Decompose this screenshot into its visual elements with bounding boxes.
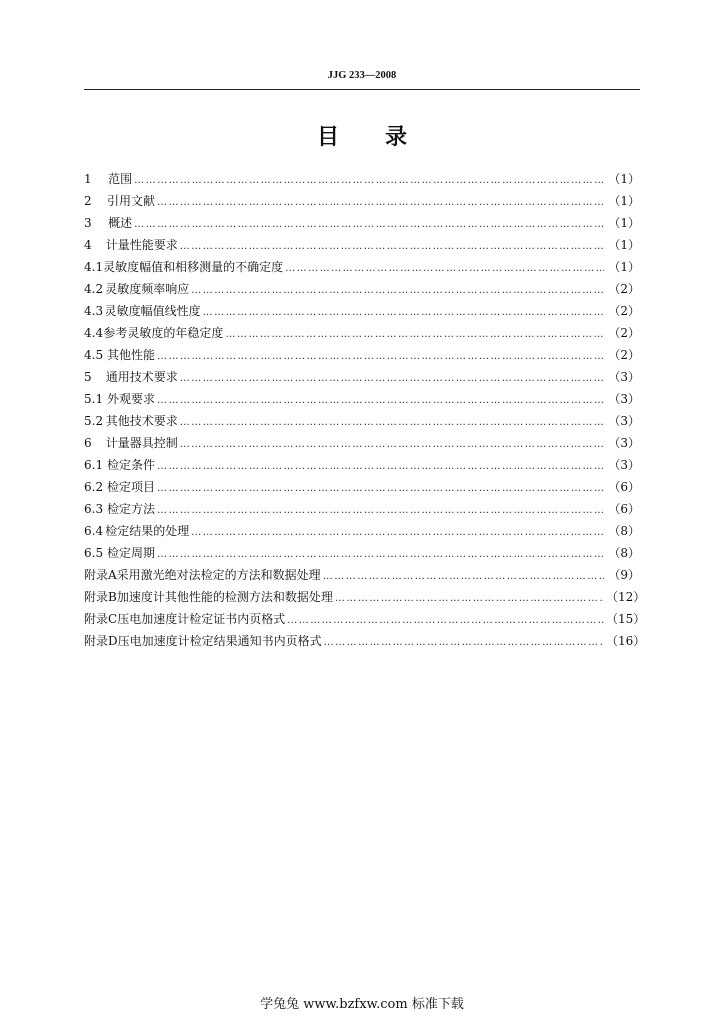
toc-leader-dots	[287, 615, 604, 626]
toc-leader-dots	[157, 549, 604, 560]
toc-leader-dots	[225, 329, 604, 340]
toc-entry-title: 灵敏度幅值线性度	[104, 304, 201, 318]
toc-entry-title: 灵敏度频率响应	[105, 282, 190, 296]
toc-entry-number: 4	[84, 238, 92, 252]
toc-entry-page: （16）	[606, 634, 646, 648]
toc-leader-dots	[157, 483, 604, 494]
toc-appendix-entry	[84, 588, 646, 610]
toc-entry	[84, 280, 640, 302]
toc-entry	[84, 434, 640, 456]
table-of-contents	[84, 170, 646, 654]
toc-leader-dots	[285, 263, 604, 274]
toc-entry-page: （9）	[608, 568, 640, 582]
toc-entry-page: （3）	[608, 458, 640, 472]
toc-leader-dots	[157, 395, 604, 406]
toc-leader-dots	[180, 417, 604, 428]
toc-leader-dots	[335, 593, 604, 604]
toc-entry-page: （3）	[608, 392, 640, 406]
toc-entry-page: （12）	[606, 590, 646, 604]
toc-entry-number: 5	[84, 370, 92, 384]
toc-entry	[84, 192, 640, 214]
toc-appendix-number: 附录D	[84, 634, 118, 648]
toc-appendix-entry	[84, 632, 646, 654]
toc-leader-dots	[324, 637, 604, 648]
toc-entry-title: 参考灵敏度的年稳定度	[103, 326, 224, 340]
toc-entry-title: 外观要求	[106, 392, 155, 406]
toc-appendix-entry	[84, 610, 646, 632]
toc-entry-page: （3）	[608, 370, 640, 384]
toc-leader-dots	[203, 307, 604, 318]
toc-entry-title: 通用技术要求	[105, 370, 178, 384]
toc-entry-number: 4.3	[84, 304, 104, 318]
toc-entry-title: 压电加速度计检定结果通知书内页格式	[117, 634, 322, 648]
toc-entry	[84, 236, 640, 258]
footer-watermark: 学兔兔 www.bzfxw.com 标准下载	[260, 997, 464, 1012]
toc-entry	[84, 346, 640, 368]
toc-entry-number: 6.2	[84, 480, 104, 494]
toc-entry	[84, 478, 640, 500]
toc-entry-number: 2	[84, 194, 92, 208]
document-code-header: JJG 233—2008	[327, 70, 397, 81]
toc-entry-title: 范围	[108, 172, 133, 186]
toc-entry-number: 5.1	[84, 392, 104, 406]
toc-entry-title: 其他技术要求	[105, 414, 178, 428]
toc-entry-page: （8）	[608, 546, 640, 560]
toc-appendix-number: 附录A	[84, 568, 117, 582]
toc-entry-page: （2）	[608, 326, 640, 340]
toc-entry-page: （3）	[608, 414, 640, 428]
toc-entry-title: 引用文献	[106, 194, 155, 208]
toc-entry-page: （6）	[608, 502, 640, 516]
toc-entry	[84, 214, 640, 236]
toc-entry-page: （3）	[608, 436, 640, 450]
toc-entry	[84, 302, 640, 324]
toc-entry-page: （2）	[608, 282, 640, 296]
toc-entry-page: （1）	[608, 238, 640, 252]
toc-entry-title: 加速度计其他性能的检测方法和数据处理	[116, 590, 333, 604]
toc-entry-number: 4.5	[84, 348, 104, 362]
toc-entry-number: 4.1	[84, 260, 104, 274]
toc-entry-number: 5.2	[84, 414, 104, 428]
toc-entry-page: （6）	[608, 480, 640, 494]
toc-entry-title: 检定周期	[106, 546, 155, 560]
toc-entry	[84, 544, 640, 566]
toc-entry-number: 3	[84, 216, 92, 230]
toc-entry-page: （2）	[608, 304, 640, 318]
toc-leader-dots	[157, 461, 604, 472]
toc-entry-page: （2）	[608, 348, 640, 362]
toc-entry-title: 灵敏度幅值和相移测量的不确定度	[103, 260, 284, 274]
toc-entry-title: 采用激光绝对法检定的方法和数据处理	[116, 568, 321, 582]
toc-entry	[84, 522, 640, 544]
toc-appendix-entry	[84, 566, 640, 588]
toc-entry-number: 6.5	[84, 546, 104, 560]
toc-leader-dots	[157, 351, 604, 362]
toc-leader-dots	[180, 241, 604, 252]
toc-leader-dots	[191, 285, 604, 296]
toc-leader-dots	[180, 373, 604, 384]
toc-entry	[84, 368, 640, 390]
toc-entry-title: 概述	[108, 216, 133, 230]
toc-appendix-number: 附录C	[84, 612, 118, 626]
toc-entry	[84, 324, 640, 346]
toc-entry-number: 4.4	[84, 326, 104, 340]
toc-leader-dots	[134, 175, 604, 186]
toc-entry-page: （1）	[608, 260, 640, 274]
toc-entry-title: 检定条件	[106, 458, 155, 472]
toc-entry	[84, 456, 640, 478]
toc-entry-page: （1）	[608, 216, 640, 230]
toc-entry-title: 其他性能	[106, 348, 155, 362]
toc-leader-dots	[180, 439, 604, 450]
toc-entry-title: 压电加速度计检定证书内页格式	[117, 612, 286, 626]
toc-entry-number: 1	[84, 172, 92, 186]
toc-leader-dots	[134, 219, 604, 230]
toc-entry-page: （8）	[608, 524, 640, 538]
toc-entry	[84, 412, 640, 434]
toc-entry-number: 6	[84, 436, 92, 450]
toc-entry	[84, 258, 640, 280]
toc-entry-number: 4.2	[84, 282, 104, 296]
toc-entry-title: 检定项目	[106, 480, 155, 494]
toc-entry	[84, 500, 640, 522]
toc-entry-page: （1）	[608, 172, 640, 186]
toc-entry	[84, 170, 640, 192]
toc-entry-page: （1）	[608, 194, 640, 208]
toc-leader-dots	[323, 571, 604, 582]
toc-entry-title: 检定方法	[106, 502, 155, 516]
toc-entry-number: 6.1	[84, 458, 104, 472]
page-title: 目录	[316, 124, 453, 150]
toc-leader-dots	[157, 197, 604, 208]
toc-entry-title: 计量性能要求	[105, 238, 178, 252]
toc-entry-number: 6.4	[84, 524, 104, 538]
toc-leader-dots	[157, 505, 604, 516]
header-rule	[84, 89, 640, 90]
toc-entry-title: 计量器具控制	[105, 436, 178, 450]
toc-entry-number: 6.3	[84, 502, 104, 516]
toc-entry-title: 检定结果的处理	[105, 524, 190, 538]
toc-leader-dots	[191, 527, 604, 538]
toc-entry-page: （15）	[606, 612, 646, 626]
toc-entry	[84, 390, 640, 412]
toc-appendix-number: 附录B	[84, 590, 117, 604]
